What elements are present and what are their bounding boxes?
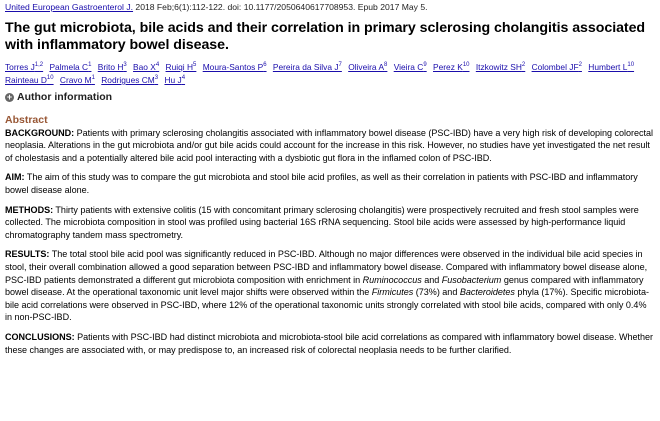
author-link[interactable] [588,62,634,72]
author-link[interactable] [394,62,427,72]
author-information-toggle[interactable] [5,91,655,104]
author-name: Ruiqi H [165,61,194,72]
journal-link[interactable]: United European Gastroenterol J. [5,2,134,12]
phylum-bacteroidetes: Bacteroidetes [459,287,515,298]
author-affiliation-sup: 3 [123,62,127,68]
author-affiliation-sup: 4 [181,75,186,82]
author-name: Rainteau D [5,75,47,86]
author-link[interactable] [433,62,469,72]
author-link[interactable] [101,75,158,85]
author-link[interactable] [5,75,54,85]
author-affiliation-sup: 2 [521,62,526,68]
abstract-results [5,248,655,324]
author-link[interactable] [133,62,159,72]
author-affiliation-sup: 10 [462,62,470,68]
author-link[interactable] [166,62,197,72]
aim-text: The aim of this study was to compare the gut microbiota and stool bile acid profiles, as well as their correlation in patients with PSC-IBD and inflammatory bowel disease alone. [5,172,638,195]
author-link[interactable] [348,62,387,72]
methods-label: METHODS: [5,204,54,215]
author-affiliation-sup: 3 [154,75,159,82]
results-text-3: (73%) and [413,287,460,298]
author-name: Perez K [433,61,463,72]
author-link[interactable] [5,62,43,72]
author-link[interactable] [476,62,525,72]
author-name: Pereira da Silva J [272,61,339,72]
abstract-background [5,127,655,165]
conclusions-text: Patients with PSC-IBD had distinct microbiota and microbiota-stool bile acid correlations as compared with inflammatory bowel disease. Whether these changes are associated with, or may predispose to, an increased risk of colorectal neoplasia needs to be further clarified. [5,331,654,355]
author-name: Oliveira A [348,61,385,72]
abstract-methods [5,204,655,242]
author-name: Bao X [133,61,156,72]
author-affiliation-sup: 7 [338,62,342,68]
results-and: and [421,274,442,285]
author-name: Vieira C [393,61,424,72]
citation-details: 2018 Feb;6(1):112-122. doi: 10.1177/2050640617708953. Epub 2017 May 5. [133,2,428,12]
background-label: BACKGROUND: [5,127,75,138]
author-name: Hu J [164,75,182,86]
author-affiliation-sup: 1 [91,75,95,82]
aim-label: AIM: [5,172,25,183]
author-list [5,60,655,87]
author-name: Rodrigues CM [101,75,155,86]
results-text-1: The total stool bile acid pool was significantly reduced in PSC-IBD. Although no major differences were observed in the individual bile acid species in stool, their overall combination allowed a good separation between PSC-IBD and inflammatory bowel disease. Compared with inflammatory bowel disease alone, PSC-IBD patients demonstrated a different gut microbiota composition with enrichment in [5,249,648,285]
author-affiliation-sup: 10 [627,62,635,68]
methods-text: Thirty patients with extensive colitis (15 with concomitant primary sclerosing cholangitis) were prospectively recruited and fresh stool samples were collected. The microbiota composition in stool was profiled using bacterial 16S rRNA sequencing. Stool bile acids were assessed by high-performance liquid chromatography tandem mass spectrometry. [5,204,639,240]
author-name: Palmela C [49,61,89,72]
background-text: Patients with primary sclerosing cholangitis associated with inflammatory bowel disease (PSC-IBD) have a very high risk of developing colorectal neoplasia. Alterations in the gut microbiota and/or gut bile acids could account for the increase in this risk. However, no studies have yet investigated the net result of cholestasis and a potentially altered bile acid pool interacting with a dysbiotic gut flora in the inflamed colon of PSC-IBD. [5,127,654,163]
results-label: RESULTS: [5,249,50,260]
author-name: Humbert L [588,61,628,72]
genus-ruminococcus: Ruminococcus [362,274,422,285]
abstract-aim [5,171,655,196]
author-name: Moura-Santos P [202,61,264,72]
author-link[interactable] [98,62,127,72]
author-affiliation-sup: 4 [155,62,160,68]
author-name: Brito H [97,61,124,72]
author-affiliation-sup: 1 [88,62,92,68]
author-link[interactable] [49,62,91,72]
author-affiliation-sup: 1,2 [34,62,44,68]
author-link[interactable] [273,62,342,72]
phylum-firmicutes: Firmicutes [371,287,414,298]
author-name: Torres J [5,61,35,72]
citation-line [5,0,655,13]
genus-fusobacterium: Fusobacterium [441,274,502,285]
author-information-label: Author information [17,90,113,103]
author-link[interactable] [203,62,267,72]
author-name: Cravo M [59,75,92,86]
author-affiliation-sup: 2 [578,62,582,68]
results-text-2: genus compared with inflammatory bowel disease. At the operational taxonomic unit level major shifts were observed within the [5,274,644,298]
abstract-heading: Abstract [5,113,48,126]
conclusions-label: CONCLUSIONS: [5,331,75,342]
author-affiliation-sup: 9 [423,62,427,68]
author-link[interactable] [60,75,95,85]
article-title: The gut microbiota, bile acids and their correlation in primary sclerosing cholangitis associated with inflammatory bowel disease. [5,20,646,53]
abstract-conclusions [5,331,655,356]
author-link[interactable] [164,75,185,85]
author-affiliation-sup: 5 [193,62,197,68]
author-affiliation-sup: 6 [263,62,267,68]
author-affiliation-sup: 8 [384,62,388,68]
author-affiliation-sup: 10 [46,75,54,82]
results-text-4: phyla (17%). Specific microbiota-bile acid correlations were observed in PSC-IBD, where 12% of the operational taxonomic units strongly correlated with stool bile acids, compared with only 0.4% in non-PSC-IBD. [5,287,649,323]
expand-plus-icon: + [6,91,13,102]
author-name: Itzkowitz SH [475,61,522,72]
author-link[interactable] [532,62,582,72]
author-name: Colombel JF [531,61,579,72]
